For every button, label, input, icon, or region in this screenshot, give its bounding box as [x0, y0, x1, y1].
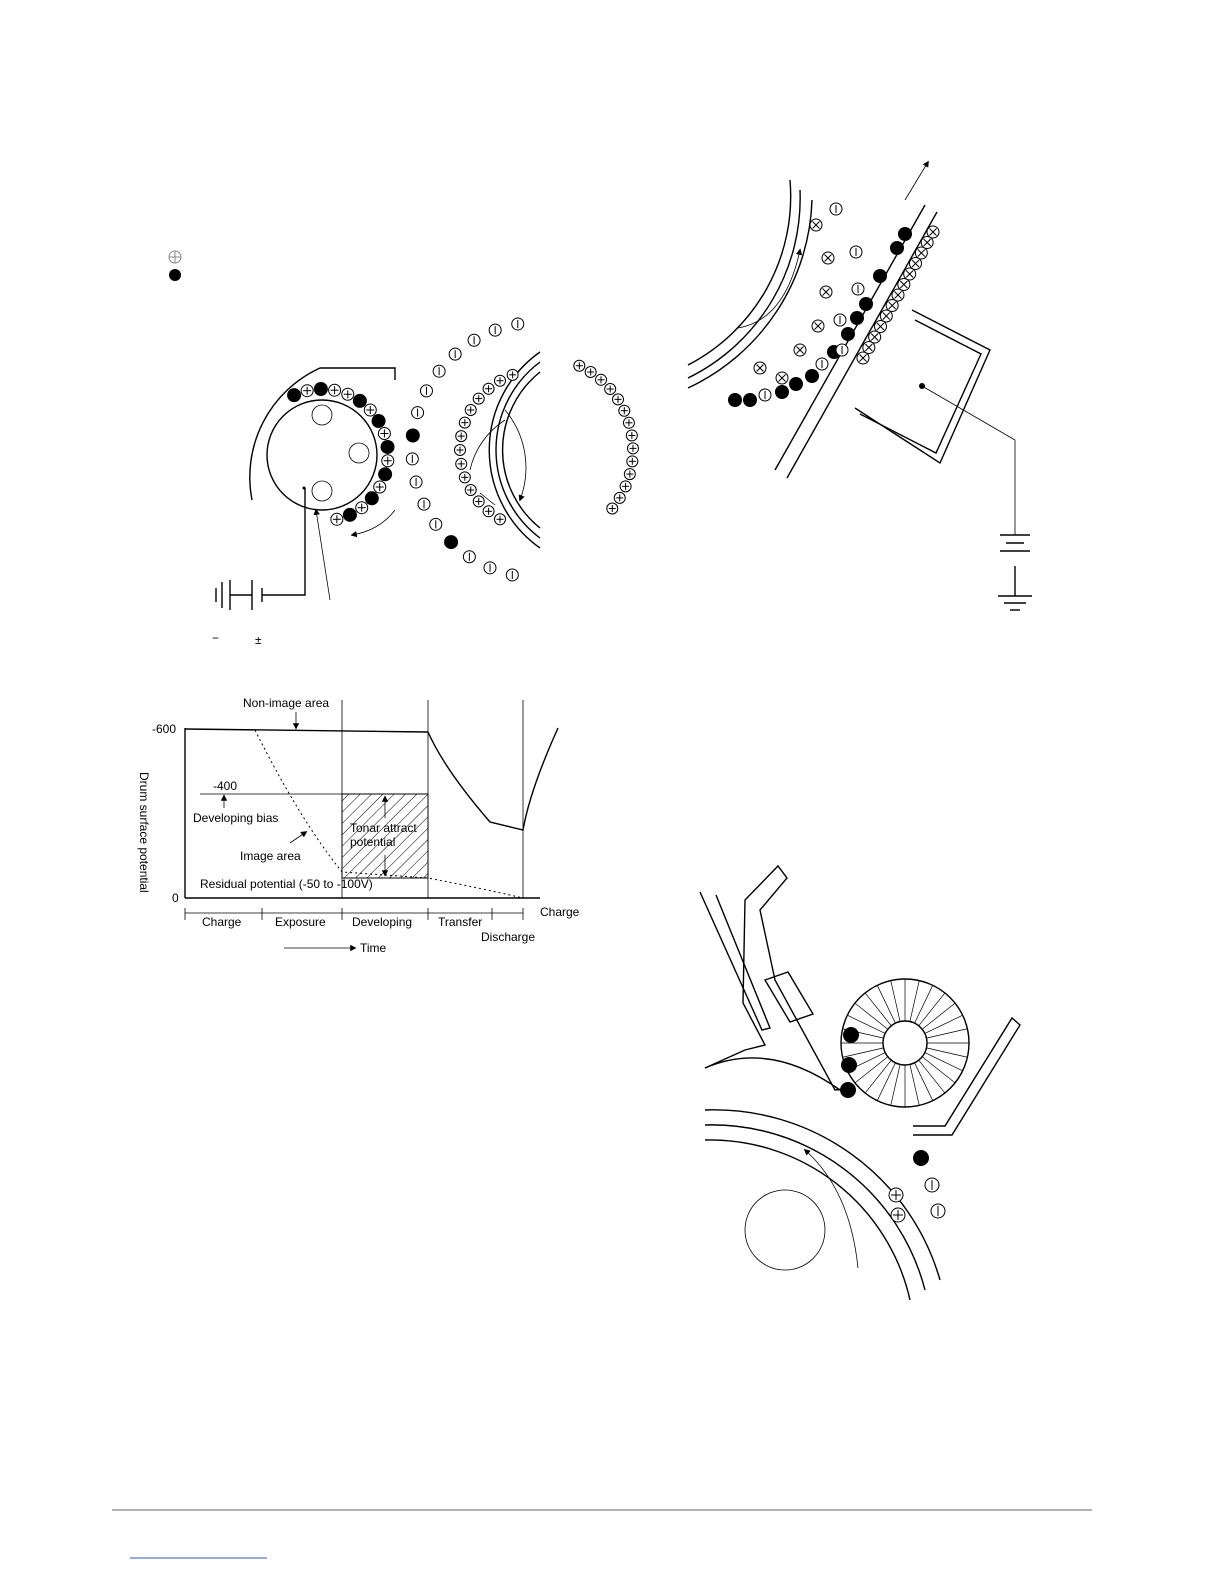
toner-particle-icon [169, 269, 181, 281]
drum-arc [688, 180, 791, 365]
drum-layer [503, 372, 540, 528]
plus-charge [301, 385, 313, 397]
minus-charge [852, 283, 864, 295]
cross-charge [910, 258, 922, 270]
cross-charge [880, 310, 892, 322]
toner-particle [890, 241, 904, 255]
magnet-pole [312, 405, 332, 425]
cross-charge [857, 352, 869, 364]
stage-label: Transfer [438, 915, 483, 929]
paper-direction-arrow [905, 162, 928, 200]
toner-particle [789, 377, 803, 391]
stage-label: Exposure [275, 915, 326, 929]
minus-charge [512, 318, 524, 330]
plus-charge [378, 428, 390, 440]
transfer-battery [998, 535, 1032, 610]
drum-core [745, 1190, 825, 1270]
plus-charge [889, 1188, 903, 1202]
plus-charge [473, 496, 484, 507]
cross-charge [921, 237, 933, 249]
plus-charge [619, 405, 630, 416]
minus-charge [759, 389, 771, 401]
cross-charge [776, 372, 788, 384]
minus-charge [412, 407, 424, 419]
plus-charge [456, 458, 467, 469]
cross-charge [886, 300, 898, 312]
plus-charge [495, 514, 506, 525]
toner-particle [314, 382, 328, 396]
minus-charge [489, 324, 501, 336]
cross-charge [794, 344, 806, 356]
minus-charge [850, 246, 862, 258]
plus-charge [483, 383, 494, 394]
toner-guide [913, 1018, 1020, 1135]
toner-particle [343, 508, 357, 522]
cross-charge [810, 219, 822, 231]
cross-charge [904, 268, 916, 280]
minus-charge [836, 344, 848, 356]
cross-charge [869, 331, 881, 343]
battery-minus-label: − [212, 631, 220, 645]
legend [169, 251, 181, 281]
minus-charge [816, 358, 828, 370]
minus-charge [463, 551, 475, 563]
plus-charge [382, 455, 394, 467]
stage-label: Discharge [481, 930, 536, 944]
image-area-label: Image area [240, 849, 301, 863]
minus-charge [931, 1204, 945, 1218]
cross-charge [875, 321, 887, 333]
toner-particle [775, 385, 789, 399]
plus-charge [456, 431, 467, 442]
plus-charge [891, 1208, 905, 1222]
plus-charge [356, 502, 368, 514]
toner-particle [898, 227, 912, 241]
cleaning-figure [700, 866, 1020, 1300]
cleaner-housing [705, 866, 855, 1090]
toner-particle [287, 388, 301, 402]
toner-particle [365, 491, 379, 505]
cleaning-blade [765, 972, 813, 1022]
residual-label: Residual potential (-50 to -100V) [200, 877, 373, 891]
plus-charge [495, 375, 506, 386]
toner-particle [406, 429, 420, 443]
stage-label: Charge [202, 915, 242, 929]
developing-bias-label: Developing bias [193, 811, 279, 825]
plus-charge [626, 430, 637, 441]
minus-charge [418, 498, 430, 510]
toner-particle [843, 1027, 859, 1043]
plus-charge [623, 417, 634, 428]
toner-particle [850, 311, 864, 325]
plus-charge [585, 367, 596, 378]
plus-charge [465, 405, 476, 416]
toner-particle [378, 467, 392, 481]
minus-charge [406, 453, 418, 465]
toner-particle [873, 269, 887, 283]
x-axis-label: Time [360, 941, 387, 955]
plus-charge [473, 393, 484, 404]
stage-label: Charge [540, 905, 580, 919]
toner-particle [859, 297, 873, 311]
plus-charge [607, 503, 618, 514]
toner-particle [444, 535, 458, 549]
cross-charge [822, 252, 834, 264]
rotation-arrow [352, 510, 395, 535]
non-image-area-line [185, 729, 428, 732]
minus-charge [410, 476, 422, 488]
minus-charge [834, 314, 846, 326]
y-tick-600: -600 [152, 722, 177, 736]
toner-particle [728, 393, 742, 407]
residual-toner [840, 1027, 945, 1222]
magnet-pole [349, 443, 369, 463]
plus-charge [455, 445, 466, 456]
potential-graph [137, 696, 580, 955]
drum-layer [705, 1140, 910, 1300]
plus-charge [574, 360, 585, 371]
minus-charge [925, 1178, 939, 1192]
plus-charge [364, 404, 376, 416]
non-image-area-label: Non-image area [243, 696, 330, 710]
plus-charge [596, 374, 607, 385]
plus-charge [605, 383, 616, 394]
stage-label: Developing [352, 915, 413, 929]
plus-charge [627, 456, 638, 467]
plus-charge [342, 388, 354, 400]
toner-attract-label: Tonar attract [350, 821, 417, 835]
plus-charge [331, 513, 343, 525]
plus-charge [612, 394, 623, 405]
magnet-roller [267, 400, 377, 510]
cross-charge [812, 320, 824, 332]
drum-arc [688, 200, 812, 388]
y-tick-400: -400 [213, 779, 238, 793]
toner-particle [913, 1150, 929, 1166]
cross-charge [754, 362, 766, 374]
toner-particle [743, 393, 757, 407]
plus-charge [329, 384, 341, 396]
y-tick-0: 0 [172, 891, 179, 905]
toner-particle [353, 394, 367, 408]
toner-particle [805, 369, 819, 383]
minus-charge [449, 348, 461, 360]
toner-attract-label-2: potential [350, 835, 396, 849]
toner-particle [372, 414, 386, 428]
plus-charge [483, 506, 494, 517]
minus-charge [468, 334, 480, 346]
plus-charge [624, 469, 635, 480]
toner-particle [841, 327, 855, 341]
plus-charge [620, 481, 631, 492]
plus-charge [374, 481, 386, 493]
drum-outer [705, 1110, 940, 1280]
transfer-charges [728, 203, 939, 407]
transfer-curve [428, 728, 558, 830]
bias-battery [216, 488, 330, 610]
cross-charge [892, 289, 904, 301]
plus-charge [465, 485, 476, 496]
magnet-roller-figure [212, 318, 638, 647]
cross-charge [915, 247, 927, 259]
cross-charge [820, 286, 832, 298]
cross-charge [863, 342, 875, 354]
drum-layer [705, 1125, 925, 1290]
plus-charge [459, 472, 470, 483]
plus-charge [507, 369, 518, 380]
cross-charge [927, 226, 939, 238]
toner-particle [841, 1057, 857, 1073]
minus-charge [506, 569, 518, 581]
minus-charge [830, 203, 842, 215]
battery-plusminus-label: ± [255, 633, 262, 647]
toner-particle [381, 440, 395, 454]
plus-charge [614, 492, 625, 503]
toner-particle [840, 1082, 856, 1098]
minus-charge [484, 562, 496, 574]
transfer-figure [688, 162, 1032, 610]
magnet-pole [312, 481, 332, 501]
plus-charge [459, 417, 470, 428]
minus-charge [430, 518, 442, 530]
minus-charge [433, 365, 445, 377]
minus-charge [420, 385, 432, 397]
blade-holder [700, 892, 770, 1030]
cross-charge [898, 279, 910, 291]
drum-charges [406, 318, 639, 581]
plus-charge [627, 443, 638, 454]
y-axis-label: Drum surface potential [137, 772, 151, 893]
